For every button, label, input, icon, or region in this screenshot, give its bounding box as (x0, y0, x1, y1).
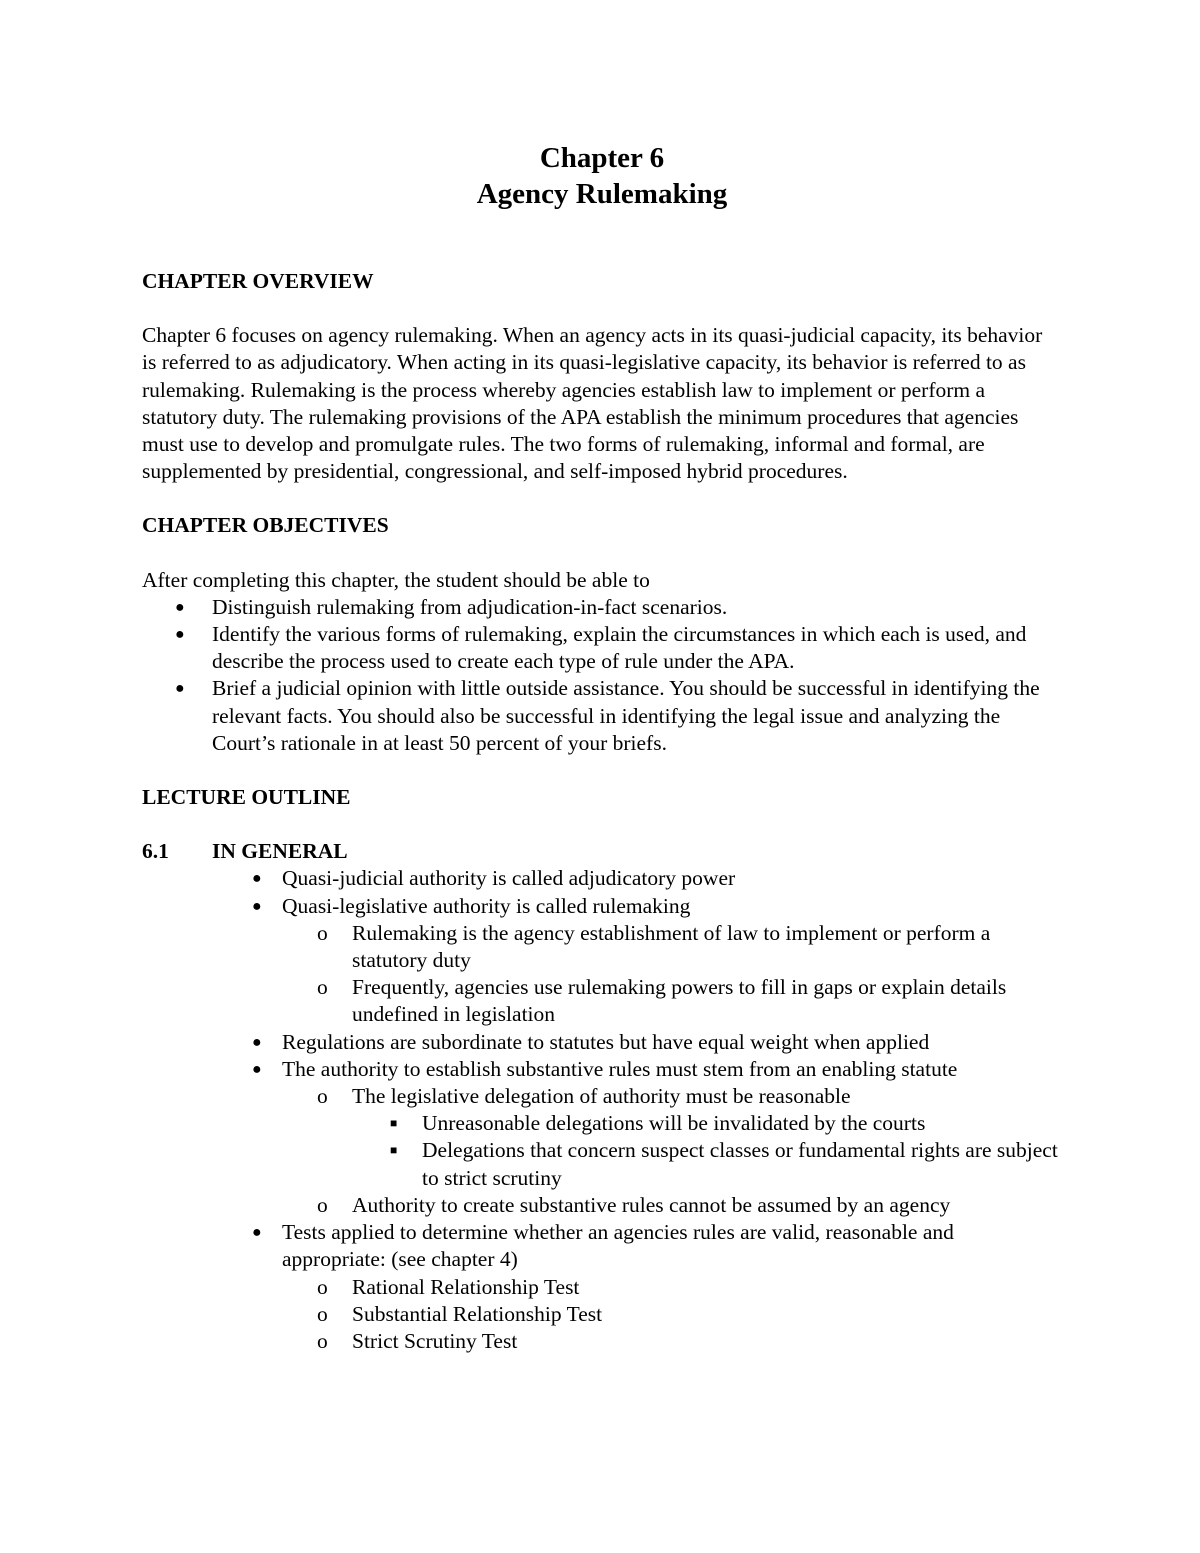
outline-body (142, 865, 1062, 1355)
outline-list (142, 865, 1062, 1355)
overview-paragraph: Chapter 6 focuses on agency rulemaking. When an agency acts in its quasi-judicial capacity, its behavior is referred to as adjudicatory. When acting in its quasi-legislative capacity, its behavior is referred to as rulemaking. Rulemaking is the process whereby agencies establish law to implement or perform a statutory duty. The rulemaking provisions of the APA establish the minimum procedures that agencies must use to develop and promulgate rules. The two forms of rulemaking, informal and formal, are supplemented by presidential, congressional, and self-imposed hybrid procedures. (142, 323, 1043, 484)
bullet-icon: ● (252, 870, 262, 888)
chapter-title (142, 140, 1062, 212)
circle-bullet-icon: o (317, 975, 328, 1000)
list-item: ● Distinguish rulemaking from adjudication-in-fact scenarios. (142, 594, 1062, 621)
list-item: o Substantial Relationship Test (282, 1301, 1062, 1328)
bullet-icon: ● (175, 598, 185, 616)
list-item: ● Brief a judicial opinion with little outside assistance. You should be successful in identifying the relevant facts. You should also be successful in identifying the legal issue and analyzing the Court’s rationale in at least 50 percent of your briefs. (175, 676, 1040, 755)
objectives-intro: After completing this chapter, the student should be able to (142, 567, 650, 592)
sub-list (282, 1274, 1062, 1356)
chapter-number: Chapter 6 (539, 142, 665, 174)
square-bullet-icon: ■ (390, 1116, 398, 1131)
objectives-list (142, 594, 1062, 757)
outline-heading: LECTURE OUTLINE (142, 785, 351, 810)
sub-list (282, 1083, 1062, 1219)
list-item: ● The authority to establish substantive rules must stem from an enabling statute o The legislative delegation of authority must be reasonable ■ Unreasonable delegations will be invalidated by the courts ■ Delegations that concern suspect classes or fundamental rights are subject to strict scrutiny o Authority to create substantive rules cannot be assumed by an agency (212, 1056, 1062, 1219)
bullet-icon: ● (175, 680, 185, 698)
bullet-icon: ● (252, 1033, 262, 1051)
list-item: o Strict Scrutiny Test (282, 1328, 1062, 1355)
circle-bullet-icon: o (317, 1274, 328, 1299)
list-item: o Frequently, agencies use rulemaking powers to fill in gaps or explain details undefined in legislation (317, 975, 1007, 1027)
sub-list (282, 920, 1062, 1029)
circle-bullet-icon: o (317, 1328, 328, 1353)
document-page (142, 140, 1062, 1355)
list-item: ● Quasi-legislative authority is called rulemaking o Rulemaking is the agency establishment of law to implement or perform a statutory duty o Frequently, agencies use rulemaking powers to fill in gaps or explain details undefined in legislation (212, 893, 1062, 1029)
list-item: o Rulemaking is the agency establishment of law to implement or perform a statutory duty (317, 920, 991, 973)
circle-bullet-icon: o (317, 1084, 328, 1109)
list-item: ■ Delegations that concern suspect classes or fundamental rights are subject to strict scrutiny (390, 1138, 1058, 1190)
bullet-icon: ● (252, 1060, 262, 1078)
chapter-name: Agency Rulemaking (476, 178, 728, 210)
list-item: o Authority to create substantive rules cannot be assumed by an agency (282, 1192, 1062, 1219)
square-bullet-icon: ■ (390, 1143, 398, 1158)
section-number: 6.1 (142, 839, 169, 864)
list-item: o The legislative delegation of authority must be reasonable ■ Unreasonable delegations will be invalidated by the courts ■ Delegations that concern suspect classes or fundamental rights are subject to strict scrutiny (282, 1083, 1062, 1192)
bullet-icon: ● (175, 626, 185, 644)
objectives-heading: CHAPTER OBJECTIVES (142, 513, 389, 538)
list-item: ■ Unreasonable delegations will be invalidated by the courts (352, 1110, 1062, 1137)
list-item: ● Regulations are subordinate to statutes but have equal weight when applied (212, 1029, 1062, 1056)
section-title: IN GENERAL (212, 839, 348, 864)
list-item: ● Quasi-judicial authority is called adjudicatory power (212, 865, 1062, 892)
list-item: o Rational Relationship Test (282, 1274, 1062, 1301)
sub-sub-list (352, 1110, 1062, 1192)
section-heading (142, 838, 1062, 865)
list-item: ● Tests applied to determine whether an agencies rules are valid, reasonable and appropriate: (see chapter 4) o Rational Relationship Test o Substantial Relationship Test o Strict Scrutiny Test (212, 1219, 1062, 1355)
circle-bullet-icon: o (317, 1192, 328, 1217)
list-item: ● Identify the various forms of rulemaking, explain the circumstances in which each is used, and describe the process used to create each type of rule under the APA. (175, 622, 1027, 674)
bullet-icon: ● (252, 1224, 262, 1242)
bullet-icon: ● (252, 897, 262, 915)
circle-bullet-icon: o (317, 920, 328, 945)
overview-heading: CHAPTER OVERVIEW (142, 269, 374, 293)
circle-bullet-icon: o (317, 1301, 328, 1326)
